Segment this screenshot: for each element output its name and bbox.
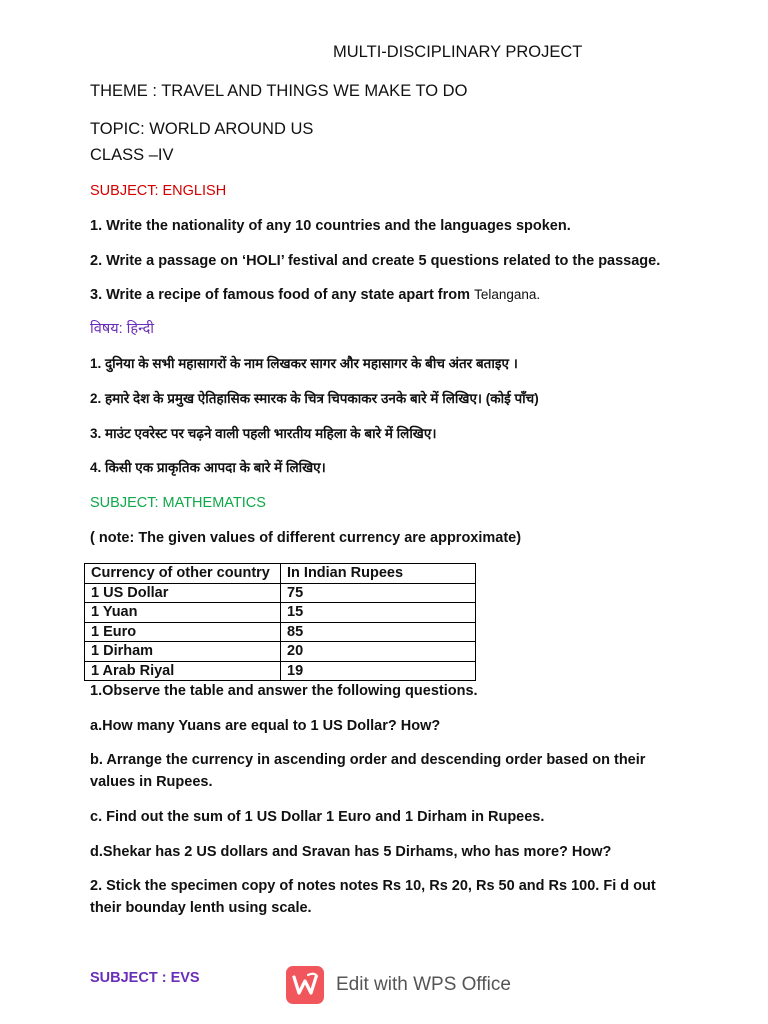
hindi-heading: विषय: हिन्दी [90,321,155,337]
wps-logo-icon [286,966,324,1004]
table-cell: 1 Dirham [85,642,281,662]
hindi-q2: 2. हमारे देश के प्रमुख ऐतिहासिक स्मारक के चित्र चिपकाकर उनके बारे में लिखिए। (कोई पाँच) [90,391,539,406]
currency-table [84,563,476,681]
english-q1: 1. Write the nationality of any 10 countries and the languages spoken. [90,218,571,234]
math-qd: d.Shekar has 2 US dollars and Sravan has 5 Dirhams, who has more? How? [90,844,612,860]
math-qb: b. Arrange the currency in ascending order and descending order based on their values in Rupees. [90,752,646,790]
table-cell: 20 [281,642,476,662]
english-q3-place: Telangana. [474,287,541,302]
math-q1: 1.Observe the table and answer the following questions. [90,683,478,699]
evs-heading: SUBJECT : EVS [90,970,200,986]
table-header-row [85,564,476,584]
table-row [85,661,476,681]
hindi-q4: 4. किसी एक प्राकृतिक आपदा के बारे में लिखिए। [90,460,326,475]
table-row [85,642,476,662]
english-q2: 2. Write a passage on ‘HOLI’ festival and create 5 questions related to the passage. [90,253,661,269]
hindi-q3: 3. माउंट एवरेस्ट पर चढ़ने वाली पहली भारतीय महिला के बारे में लिखिए। [90,426,437,441]
english-heading: SUBJECT: ENGLISH [90,183,227,199]
math-note: ( note: The given values of different currency are approximate) [90,530,522,546]
english-q3 [90,286,540,304]
table-cell: 75 [281,583,476,603]
wps-watermark[interactable] [286,962,511,1008]
table-header-currency: Currency of other country [85,564,281,584]
table-cell: 1 Arab Riyal [85,661,281,681]
table-cell: 1 Yuan [85,603,281,623]
english-q3-text: 3. Write a recipe of famous food of any state apart from [90,287,475,303]
project-title: MULTI-DISCIPLINARY PROJECT [333,43,583,61]
math-qa: a.How many Yuans are equal to 1 US Dollar? How? [90,718,441,734]
math-q2: 2. Stick the specimen copy of notes notes Rs 10, Rs 20, Rs 50 and Rs 100. Fi d out their bounday lenth using scale. [90,878,656,916]
class-line: CLASS –IV [90,146,174,164]
table-cell: 1 US Dollar [85,583,281,603]
table-row [85,583,476,603]
theme-line: THEME : TRAVEL AND THINGS WE MAKE TO DO [90,82,468,100]
math-qc: c. Find out the sum of 1 US Dollar 1 Euro and 1 Dirham in Rupees. [90,809,545,825]
table-cell: 85 [281,622,476,642]
topic-line: TOPIC: WORLD AROUND US [90,120,314,138]
table-row [85,603,476,623]
table-cell: 1 Euro [85,622,281,642]
wps-watermark-text: Edit with WPS Office [336,974,511,995]
table-header-rupees: In Indian Rupees [281,564,476,584]
hindi-q1: 1. दुनिया के सभी महासागरों के नाम लिखकर सागर और महासागर के बीच अंतर बताइए । [90,356,518,371]
table-cell: 15 [281,603,476,623]
table-cell: 19 [281,661,476,681]
table-row [85,622,476,642]
math-heading: SUBJECT: MATHEMATICS [90,495,266,511]
